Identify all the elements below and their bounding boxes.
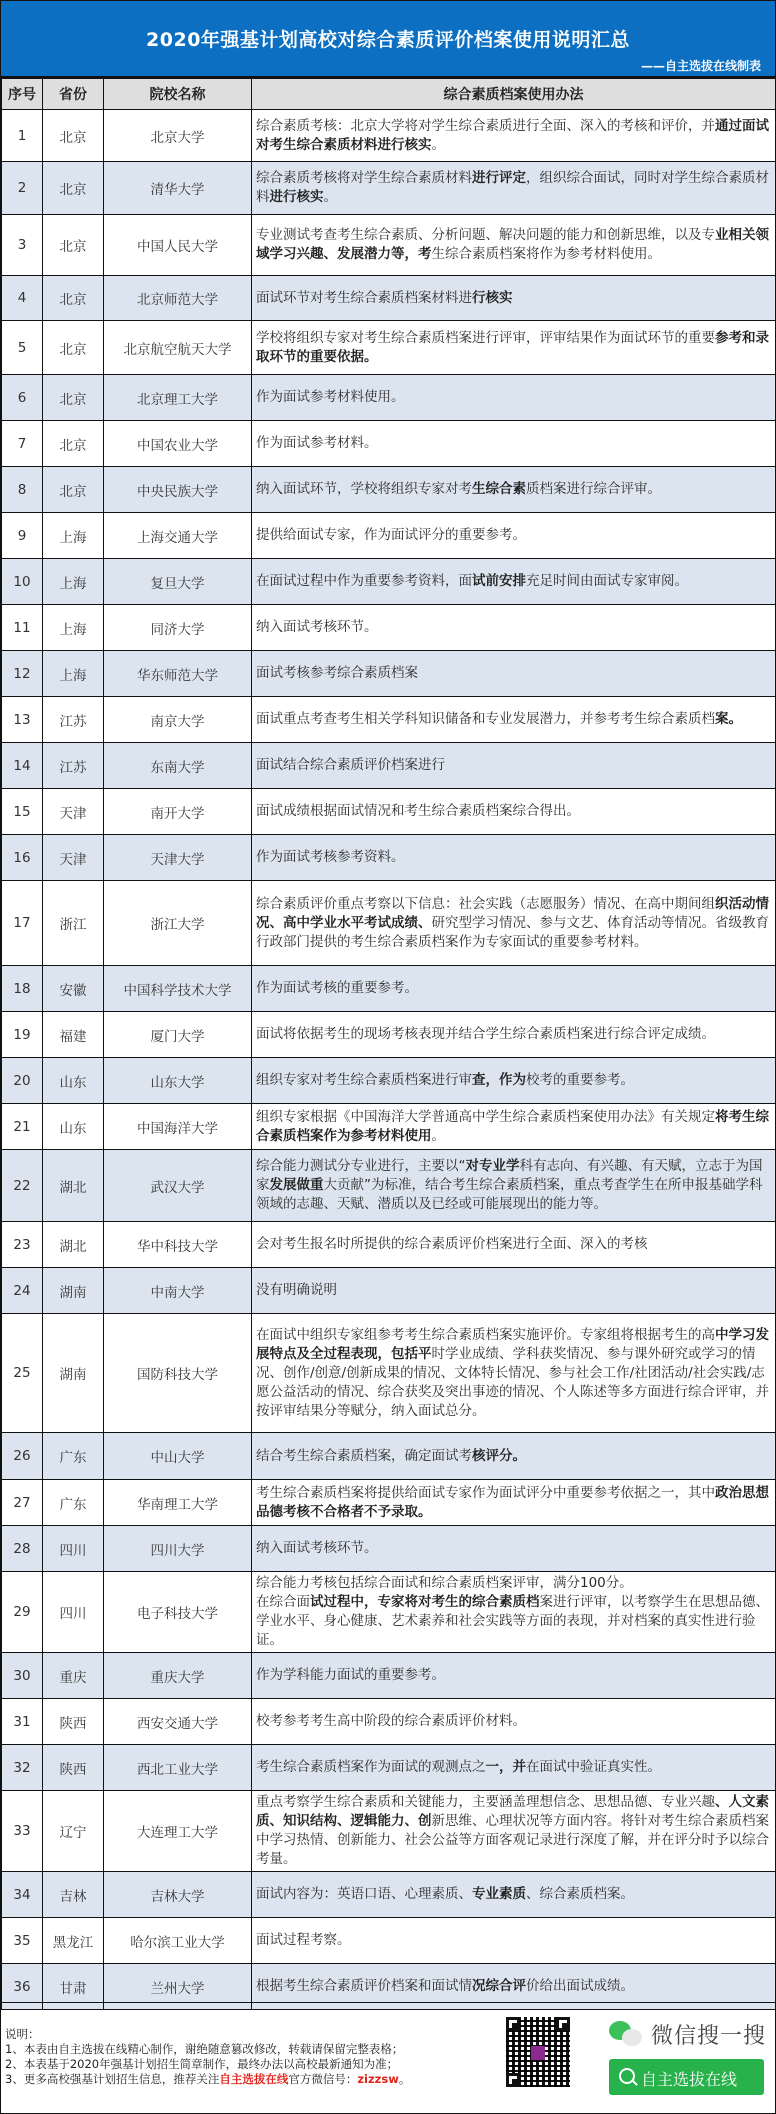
row-school: 复旦大学 — [104, 559, 252, 605]
row-province: 广东 — [43, 1480, 104, 1526]
row-index: 31 — [2, 1699, 43, 1745]
title-banner — [1, 1, 775, 78]
row-usage: 纳入面试考核环节。 — [252, 605, 776, 651]
row-school: 四川大学 — [104, 1526, 252, 1572]
row-province: 福建 — [43, 1012, 104, 1058]
header-usage: 综合素质档案使用办法 — [252, 79, 776, 110]
row-index: 5 — [2, 321, 43, 375]
emphasis-text: 查，作为 — [472, 1072, 526, 1088]
table-row — [2, 1222, 776, 1268]
emphasis-text: 对专业学 — [465, 1158, 520, 1174]
row-index: 4 — [2, 276, 43, 321]
page-title: 2020年强基计划高校对综合素质评价档案使用说明汇总 — [146, 29, 630, 51]
qr-finder-icon — [556, 2017, 570, 2031]
row-school: 南开大学 — [104, 789, 252, 835]
row-index: 23 — [2, 1222, 43, 1268]
table-row — [2, 605, 776, 651]
table-row — [2, 321, 776, 375]
row-index: 36 — [2, 1964, 43, 2010]
row-index: 10 — [2, 559, 43, 605]
row-index: 24 — [2, 1268, 43, 1314]
row-index: 20 — [2, 1058, 43, 1104]
row-usage: 在面试过程中作为重要参考资料，面试前安排充足时间由面试专家审阅。 — [252, 559, 776, 605]
emphasis-text: 核评分。 — [472, 1447, 526, 1464]
row-province: 黑龙江 — [43, 1918, 104, 1964]
row-school: 武汉大学 — [104, 1150, 252, 1222]
wechat-search-promo — [609, 2017, 769, 2097]
row-province: 北京 — [43, 162, 104, 215]
row-usage: 提供给面试专家，作为面试评分的重要参考。 — [252, 513, 776, 559]
row-province: 湖北 — [43, 1222, 104, 1268]
qr-finder-icon — [506, 2073, 520, 2087]
row-province: 北京 — [43, 215, 104, 276]
row-index: 9 — [2, 513, 43, 559]
row-province: 四川 — [43, 1572, 104, 1653]
table-row — [2, 1268, 776, 1314]
row-index: 7 — [2, 421, 43, 467]
table-row — [2, 276, 776, 321]
row-usage: 综合能力考核包括综合面试和综合素质档案评审，满分100分。 在综合面试过程中，专家将对考生的综合素质档案进行评审，以考察学生在思想品德、学业水平、身心健康、艺术素养和社会实践等方面的表现，并对档案的真实性进行验证。 — [252, 1572, 776, 1653]
table-row — [2, 375, 776, 421]
emphasis-text: 进行核实 — [269, 189, 324, 205]
row-school: 中国海洋大学 — [104, 1104, 252, 1150]
row-province: 四川 — [43, 1526, 104, 1572]
table-row — [2, 1314, 776, 1433]
row-province: 天津 — [43, 835, 104, 881]
row-province: 北京 — [43, 276, 104, 321]
table-row — [2, 1572, 776, 1653]
table-row — [2, 215, 776, 276]
row-province: 山东 — [43, 1104, 104, 1150]
row-usage: 面试内容为：英语口语、心理素质、专业素质、综合素质档案。 — [252, 1872, 776, 1918]
emphasis-text: 行核实 — [472, 289, 513, 306]
row-usage: 重点考察学生综合素质和关键能力，主要涵盖理想信念、思想品德、专业兴趣、人文素质、知识结构、逻辑能力、创新思维、心理状况等方面内容。将针对考生综合素质档案中学习热情、创新能力、社会公益等方面客观记录进行深度了解，并在评分时予以综合考量。 — [252, 1791, 776, 1872]
row-school: 西北工业大学 — [104, 1745, 252, 1791]
note-1: 1、本表由自主选拔在线精心制作，谢绝随意篡改修改，转载请保留完整表格； — [5, 2042, 404, 2056]
row-index: 29 — [2, 1572, 43, 1653]
row-province: 浙江 — [43, 881, 104, 966]
row-school: 中国农业大学 — [104, 421, 252, 467]
row-province: 江苏 — [43, 697, 104, 743]
row-school: 北京大学 — [104, 110, 252, 162]
table-row — [2, 421, 776, 467]
table-row — [2, 881, 776, 966]
row-usage: 面试过程考察。 — [252, 1918, 776, 1964]
row-index: 21 — [2, 1104, 43, 1150]
row-school: 国防科技大学 — [104, 1314, 252, 1433]
row-usage: 作为面试参考材料。 — [252, 421, 776, 467]
table-row — [2, 1918, 776, 1964]
emphasis-text: 通过面试对考生综合素质材料进行核实 — [256, 117, 769, 153]
row-index: 34 — [2, 1872, 43, 1918]
emphasis-text: 专业素质 — [472, 1886, 526, 1902]
row-province: 上海 — [43, 605, 104, 651]
row-school: 天津大学 — [104, 835, 252, 881]
table-row — [2, 1433, 776, 1480]
row-school: 华南理工大学 — [104, 1480, 252, 1526]
emphasis-text: 、人文素质、知识结构、逻辑能力、创 — [256, 1794, 769, 1829]
emphasis-text: 政治思想品德考核不合格者不予录取。 — [256, 1484, 769, 1520]
table-row — [2, 467, 776, 513]
brand-highlight: 自主选拔在线 — [219, 2072, 289, 2086]
row-usage: 校考参考考生高中阶段的综合素质评价材料。 — [252, 1699, 776, 1745]
row-school: 北京理工大学 — [104, 375, 252, 421]
table-row — [2, 1791, 776, 1872]
row-index: 25 — [2, 1314, 43, 1433]
wechat-search-button[interactable] — [609, 2059, 764, 2095]
row-school: 上海交通大学 — [104, 513, 252, 559]
footer — [1, 2002, 775, 2114]
emphasis-text: 中学习发展特点及全过程表现，包括平 — [256, 1326, 769, 1362]
row-school: 同济大学 — [104, 605, 252, 651]
table-row — [2, 1526, 776, 1572]
row-school: 浙江大学 — [104, 881, 252, 966]
row-usage: 综合能力测试分专业进行，主要以“对专业学科有志向、有兴趣、有天赋，立志于为国家发展做重大贡献”为标准，结合考生综合素质档案，重点考查学生在所申报基础学科领域的志趣、天赋、潜质以及已经或可能展现出的能力等。 — [252, 1150, 776, 1222]
row-usage: 作为面试参考材料使用。 — [252, 375, 776, 421]
row-province: 安徽 — [43, 966, 104, 1012]
row-province: 广东 — [43, 1433, 104, 1480]
table-row — [2, 162, 776, 215]
table-row — [2, 1012, 776, 1058]
row-index: 22 — [2, 1150, 43, 1222]
row-index: 12 — [2, 651, 43, 697]
row-index: 2 — [2, 162, 43, 215]
emphasis-text: 发展做重 — [269, 1177, 324, 1193]
row-index: 14 — [2, 743, 43, 789]
row-index: 33 — [2, 1791, 43, 1872]
table-row — [2, 743, 776, 789]
row-index: 17 — [2, 881, 43, 966]
emphasis-text: 试前安排 — [472, 573, 526, 589]
row-usage: 考生综合素质档案作为面试的观测点之一，并在面试中验证真实性。 — [252, 1745, 776, 1791]
row-province: 山东 — [43, 1058, 104, 1104]
row-usage: 面试结合综合素质评价档案进行 — [252, 743, 776, 789]
emphasis-text: 一，并 — [485, 1759, 526, 1775]
emphasis-text: 业相关领域学习兴趣、发展潜力等，考 — [256, 227, 769, 262]
row-index: 19 — [2, 1012, 43, 1058]
emphasis-text: 况综合评 — [472, 1978, 526, 1994]
table-row — [2, 559, 776, 605]
row-usage: 综合素质评价重点考察以下信息：社会实践（志愿服务）情况、在高中期间组织活动情况、高中学业水平考试成绩、研究型学习情况、参与文艺、体育活动等情况。省级教育行政部门提供的考生综合素质档案作为专家面试的重要参考材料。 — [252, 881, 776, 966]
row-index: 28 — [2, 1526, 43, 1572]
row-province: 甘肃 — [43, 1964, 104, 2010]
wechat-search-text: 自主选拔在线 — [641, 2070, 738, 2089]
row-province: 北京 — [43, 467, 104, 513]
row-school: 哈尔滨工业大学 — [104, 1918, 252, 1964]
row-index: 1 — [2, 110, 43, 162]
notes-title: 说明： — [5, 2027, 40, 2041]
row-school: 厦门大学 — [104, 1012, 252, 1058]
row-usage: 纳入面试环节，学校将组织专家对考生综合素质档案进行综合评审。 — [252, 467, 776, 513]
row-school: 电子科技大学 — [104, 1572, 252, 1653]
row-usage: 考生综合素质档案将提供给面试专家作为面试评分中重要参考依据之一，其中政治思想品德考核不合格者不予录取。 — [252, 1480, 776, 1526]
row-school: 北京师范大学 — [104, 276, 252, 321]
row-usage: 作为面试考核参考资料。 — [252, 835, 776, 881]
row-index: 8 — [2, 467, 43, 513]
emphasis-text: 将考生综合素质档案作为参考材料使用 — [256, 1108, 769, 1144]
row-province: 陕西 — [43, 1699, 104, 1745]
table-row — [2, 1872, 776, 1918]
row-school: 东南大学 — [104, 743, 252, 789]
row-school: 南京大学 — [104, 697, 252, 743]
wechat-icon — [609, 2021, 645, 2049]
row-usage: 作为学科能力面试的重要参考。 — [252, 1653, 776, 1699]
row-province: 湖南 — [43, 1268, 104, 1314]
row-index: 27 — [2, 1480, 43, 1526]
row-index: 32 — [2, 1745, 43, 1791]
row-usage: 面试考核参考综合素质档案 — [252, 651, 776, 697]
header-province: 省份 — [43, 79, 104, 110]
usage-table — [1, 78, 776, 2010]
header-school: 院校名称 — [104, 79, 252, 110]
row-school: 华中科技大学 — [104, 1222, 252, 1268]
row-usage: 综合素质考核将对学生综合素质材料进行评定，组织综合面试，同时对学生综合素质材料进行核实。 — [252, 162, 776, 215]
row-province: 陕西 — [43, 1745, 104, 1791]
row-school: 中南大学 — [104, 1268, 252, 1314]
emphasis-text: 试过程中，专家将对考生的综合素质档 — [310, 1594, 540, 1610]
row-school: 吉林大学 — [104, 1872, 252, 1918]
row-province: 北京 — [43, 375, 104, 421]
row-usage: 纳入面试考核环节。 — [252, 1526, 776, 1572]
row-usage: 学校将组织专家对考生综合素质档案进行评审，评审结果作为面试环节的重要参考和录取环节的重要依据。 — [252, 321, 776, 375]
note-3-suffix: 。 — [398, 2072, 411, 2086]
table-row — [2, 651, 776, 697]
emphasis-text: 参考和录取环节的重要依据。 — [256, 329, 769, 365]
row-index: 26 — [2, 1433, 43, 1480]
note-3-prefix: 3、更多高校强基计划招生信息，推荐关注 — [5, 2072, 220, 2086]
row-usage: 组织专家对考生综合素质档案进行审查，作为校考的重要参考。 — [252, 1058, 776, 1104]
table-row — [2, 1058, 776, 1104]
note-3-mid: 官方微信号： — [288, 2072, 358, 2086]
table-body — [2, 110, 776, 2010]
note-2: 2、本表基于2020年强基计划招生简章制作，最终办法以高校最新通知为准； — [5, 2057, 399, 2071]
table-row — [2, 697, 776, 743]
row-index: 11 — [2, 605, 43, 651]
row-usage: 面试环节对考生综合素质档案材料进行核实 — [252, 276, 776, 321]
table-row — [2, 966, 776, 1012]
row-usage: 面试重点考查考生相关学科知识储备和专业发展潜力，并参考考生综合素质档案。 — [252, 697, 776, 743]
search-icon — [619, 2068, 635, 2084]
table-header-row — [2, 79, 776, 110]
table-row — [2, 1150, 776, 1222]
wechat-search-label: 微信搜一搜 — [651, 2024, 767, 2049]
table-row — [2, 513, 776, 559]
table-row — [2, 110, 776, 162]
table-row — [2, 1480, 776, 1526]
table-row — [2, 1653, 776, 1699]
row-usage: 专业测试考查考生综合素质、分析问题、解决问题的能力和创新思维，以及专业相关领域学习兴趣、发展潜力等，考生综合素质档案将作为参考材料使用。 — [252, 215, 776, 276]
emphasis-text: 织活动情况、高中学业水平考试成绩、 — [256, 895, 769, 931]
qr-finder-icon — [506, 2017, 520, 2031]
row-school: 清华大学 — [104, 162, 252, 215]
notes — [5, 2027, 410, 2087]
row-school: 中国科学技术大学 — [104, 966, 252, 1012]
row-usage: 结合考生综合素质档案，确定面试考核评分。 — [252, 1433, 776, 1480]
row-province: 重庆 — [43, 1653, 104, 1699]
row-index: 6 — [2, 375, 43, 421]
note-3 — [5, 2072, 410, 2087]
row-index: 16 — [2, 835, 43, 881]
row-province: 湖北 — [43, 1150, 104, 1222]
row-province: 北京 — [43, 421, 104, 467]
row-school: 西安交通大学 — [104, 1699, 252, 1745]
row-usage: 综合素质考核：北京大学将对学生综合素质进行全面、深入的考核和评价，并通过面试对考生综合素质材料进行核实。 — [252, 110, 776, 162]
row-province: 北京 — [43, 321, 104, 375]
qr-code[interactable] — [506, 2017, 570, 2087]
row-province: 上海 — [43, 651, 104, 697]
row-province: 上海 — [43, 513, 104, 559]
row-usage: 会对考生报名时所提供的综合素质评价档案进行全面、深入的考核 — [252, 1222, 776, 1268]
row-province: 天津 — [43, 789, 104, 835]
row-usage: 面试成绩根据面试情况和考生综合素质档案综合得出。 — [252, 789, 776, 835]
table-row — [2, 1699, 776, 1745]
row-school: 大连理工大学 — [104, 1791, 252, 1872]
row-province: 北京 — [43, 110, 104, 162]
table-row — [2, 789, 776, 835]
credit-line: ——自主选拔在线制表 — [640, 59, 761, 73]
row-school: 中央民族大学 — [104, 467, 252, 513]
row-province: 湖南 — [43, 1314, 104, 1433]
row-index: 35 — [2, 1918, 43, 1964]
row-index: 30 — [2, 1653, 43, 1699]
row-index: 13 — [2, 697, 43, 743]
table-row — [2, 1745, 776, 1791]
row-school: 北京航空航天大学 — [104, 321, 252, 375]
emphasis-text: 案。 — [715, 711, 742, 727]
row-usage: 没有明确说明 — [252, 1268, 776, 1314]
row-school: 重庆大学 — [104, 1653, 252, 1699]
row-school: 兰州大学 — [104, 1964, 252, 2010]
emphasis-text: 生综合素 — [472, 481, 526, 497]
row-usage: 面试将依据考生的现场考核表现并结合学生综合素质档案进行综合评定成绩。 — [252, 1012, 776, 1058]
row-index: 18 — [2, 966, 43, 1012]
row-usage: 在面试中组织专家组参考考生综合素质档案实施评价。专家组将根据考生的高中学习发展特点及全过程表现，包括平时学业成绩、学科获奖情况、参与课外研究或学习的情况、创作/创意/创新成果的情况、文体特长情况、参与社会工作/社团活动/社会实践/志愿公益活动的情况、综合获奖及突出事迹的情况、个人陈述等多方面进行综合评审，并按评审结果分等赋分，纳入面试总分。 — [252, 1314, 776, 1433]
table-row — [2, 1104, 776, 1150]
table-row — [2, 835, 776, 881]
emphasis-text: 进行评定 — [472, 170, 526, 186]
row-province: 辽宁 — [43, 1791, 104, 1872]
wechat-account: zizzsw — [357, 2072, 399, 2086]
row-province: 江苏 — [43, 743, 104, 789]
row-school: 中国人民大学 — [104, 215, 252, 276]
row-school: 华东师范大学 — [104, 651, 252, 697]
row-usage: 根据考生综合素质评价档案和面试情况综合评价给出面试成绩。 — [252, 1964, 776, 2010]
row-index: 3 — [2, 215, 43, 276]
header-index: 序号 — [2, 79, 43, 110]
row-province: 吉林 — [43, 1872, 104, 1918]
row-usage: 组织专家根据《中国海洋大学普通高中学生综合素质档案使用办法》有关规定将考生综合素质档案作为参考材料使用。 — [252, 1104, 776, 1150]
qr-logo-icon — [531, 2046, 545, 2060]
row-index: 15 — [2, 789, 43, 835]
row-school: 中山大学 — [104, 1433, 252, 1480]
row-school: 山东大学 — [104, 1058, 252, 1104]
row-province: 上海 — [43, 559, 104, 605]
row-usage: 作为面试考核的重要参考。 — [252, 966, 776, 1012]
